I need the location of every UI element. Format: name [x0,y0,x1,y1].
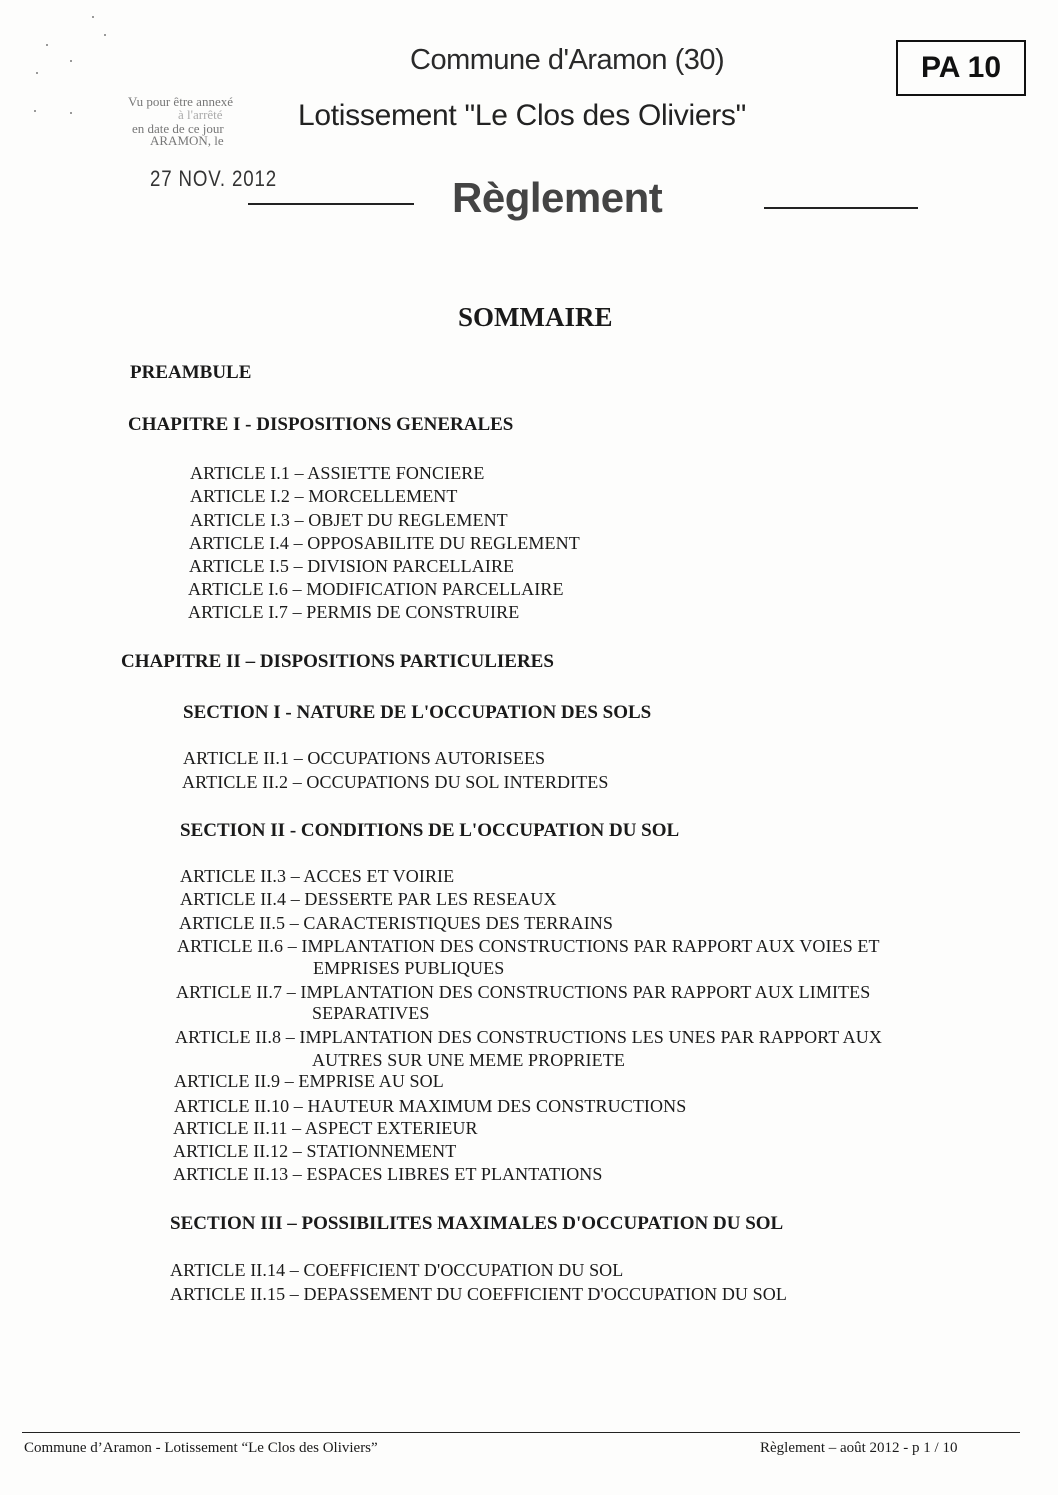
article-ii-2: ARTICLE II.2 – OCCUPATIONS DU SOL INTERDITES [182,772,609,792]
stamp-line-1: Vu pour être annexé [128,94,233,109]
article-i-7: ARTICLE I.7 – PERMIS DE CONSTRUIRE [188,602,520,622]
article-ii-1: ARTICLE II.1 – OCCUPATIONS AUTORISEES [183,748,546,768]
article-ii-12: ARTICLE II.12 – STATIONNEMENT [173,1141,457,1161]
scan-speck [36,72,38,74]
article-ii-9: ARTICLE II.9 – EMPRISE AU SOL [174,1071,444,1091]
footer-right: Règlement – août 2012 - p 1 / 10 [760,1440,958,1456]
footer-left: Commune d’Aramon - Lotissement “Le Clos des Oliviers” [24,1440,378,1456]
article-i-5: ARTICLE I.5 – DIVISION PARCELLAIRE [189,556,515,576]
title-rule-right [764,207,918,209]
article-ii-5: ARTICLE II.5 – CARACTERISTIQUES DES TERRAINS [179,913,613,933]
article-ii-8-cont: AUTRES SUR UNE MEME PROPRIETE [312,1050,625,1070]
section-1-heading: SECTION I - NATURE DE L'OCCUPATION DES SOLS [183,702,652,723]
commune-title: Commune d'Aramon (30) [410,44,725,76]
article-i-3: ARTICLE I.3 – OBJET DU REGLEMENT [190,510,508,530]
scan-speck [104,34,106,36]
section-3-heading: SECTION III – POSSIBILITES MAXIMALES D'OCCUPATION DU SOL [170,1213,784,1234]
scan-speck [92,16,94,18]
article-ii-11: ARTICLE II.11 – ASPECT EXTERIEUR [173,1118,478,1138]
pa-code-box: PA 10 [896,40,1026,96]
chapitre-1-heading: CHAPITRE I - DISPOSITIONS GENERALES [128,414,514,435]
article-i-1: ARTICLE I.1 – ASSIETTE FONCIERE [190,463,485,483]
article-ii-7-cont: SEPARATIVES [312,1003,430,1023]
scan-speck [34,110,36,112]
article-ii-13: ARTICLE II.13 – ESPACES LIBRES ET PLANTATIONS [173,1164,603,1184]
article-ii-4: ARTICLE II.4 – DESSERTE PAR LES RESEAUX [180,889,557,909]
article-ii-6: ARTICLE II.6 – IMPLANTATION DES CONSTRUCTIONS PAR RAPPORT AUX VOIES ET [177,936,880,956]
article-i-4: ARTICLE I.4 – OPPOSABILITE DU REGLEMENT [189,533,580,553]
scan-speck [70,60,72,62]
article-ii-8: ARTICLE II.8 – IMPLANTATION DES CONSTRUCTIONS LES UNES PAR RAPPORT AUX [175,1027,882,1047]
article-ii-10: ARTICLE II.10 – HAUTEUR MAXIMUM DES CONSTRUCTIONS [174,1096,687,1116]
stamp-date: 27 NOV. 2012 [150,166,277,191]
article-ii-3: ARTICLE II.3 – ACCES ET VOIRIE [180,866,455,886]
article-ii-6-cont: EMPRISES PUBLIQUES [313,958,505,978]
article-ii-15: ARTICLE II.15 – DEPASSEMENT DU COEFFICIENT D'OCCUPATION DU SOL [170,1284,787,1304]
reglement-title: Règlement [452,174,663,221]
stamp-line-4: ARAMON, le [150,133,224,148]
scan-speck [46,44,48,46]
lotissement-title: Lotissement "Le Clos des Oliviers" [298,99,746,132]
preambule-heading: PREAMBULE [130,362,252,383]
title-rule-left [248,203,414,205]
article-i-6: ARTICLE I.6 – MODIFICATION PARCELLAIRE [188,579,564,599]
footer-rule [22,1432,1020,1433]
article-ii-14: ARTICLE II.14 – COEFFICIENT D'OCCUPATION DU SOL [170,1260,624,1280]
stamp-line-3: en date de ce jour [132,121,224,136]
stamp-line-2: à l'arrêté [178,107,223,122]
scan-speck [70,112,72,114]
chapitre-2-heading: CHAPITRE II – DISPOSITIONS PARTICULIERES [121,651,554,672]
sommaire-title: SOMMAIRE [458,302,613,332]
article-ii-7: ARTICLE II.7 – IMPLANTATION DES CONSTRUCTIONS PAR RAPPORT AUX LIMITES [176,982,871,1002]
section-2-heading: SECTION II - CONDITIONS DE L'OCCUPATION DU SOL [180,820,680,841]
article-i-2: ARTICLE I.2 – MORCELLEMENT [190,486,458,506]
